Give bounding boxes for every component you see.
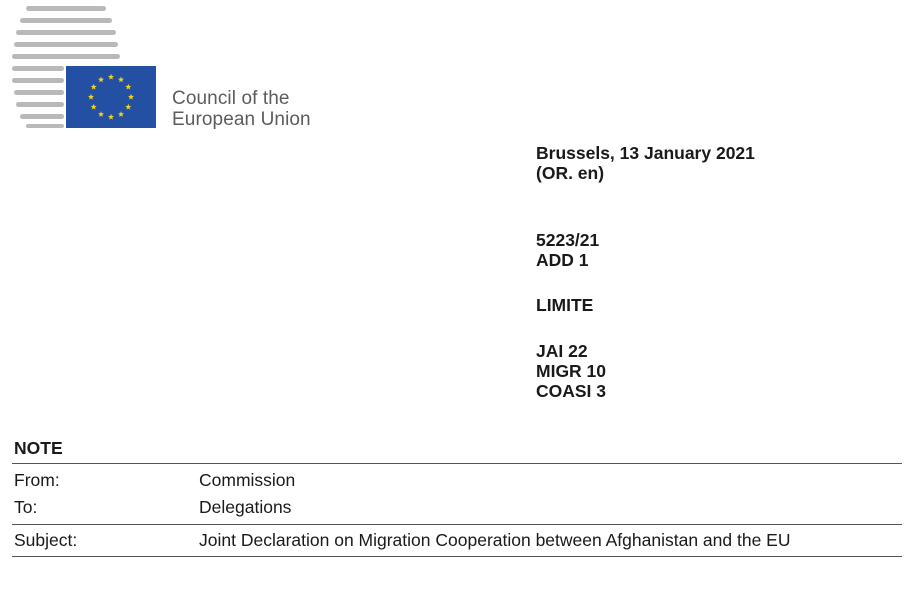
- classification-label: LIMITE: [536, 295, 594, 315]
- document-number-block: [536, 230, 599, 270]
- place-date: Brussels, 13 January 2021: [536, 143, 755, 163]
- code-item: JAI 22: [536, 341, 588, 361]
- note-row-label: To:: [14, 497, 38, 517]
- note-row-value: Delegations: [199, 497, 292, 517]
- council-logo-icon: [8, 0, 164, 136]
- note-row-from: [12, 464, 902, 498]
- classification-block: [536, 295, 593, 315]
- interinstitutional-codes: [536, 341, 606, 401]
- note-heading: NOTE: [14, 438, 63, 458]
- org-name-line-2: European Union: [172, 109, 311, 130]
- note-row-value: Commission: [199, 464, 902, 498]
- original-language: (OR. en): [536, 163, 605, 183]
- code-item: COASI 3: [536, 381, 607, 401]
- place-date-block: [536, 143, 755, 183]
- document-number: 5223/21: [536, 230, 600, 250]
- note-row-label: Subject:: [12, 525, 199, 557]
- org-name-line-1: Council of the: [172, 88, 290, 109]
- organization-name: [172, 88, 311, 130]
- note-header-table: [12, 463, 902, 557]
- addendum-number: ADD 1: [536, 250, 589, 270]
- note-row-value: Joint Declaration on Migration Cooperation between Afghanistan and the EU: [199, 525, 902, 557]
- note-row-label: From:: [12, 464, 199, 498]
- code-item: MIGR 10: [536, 361, 607, 381]
- note-row-to: [12, 497, 902, 525]
- note-row-subject: [12, 525, 902, 557]
